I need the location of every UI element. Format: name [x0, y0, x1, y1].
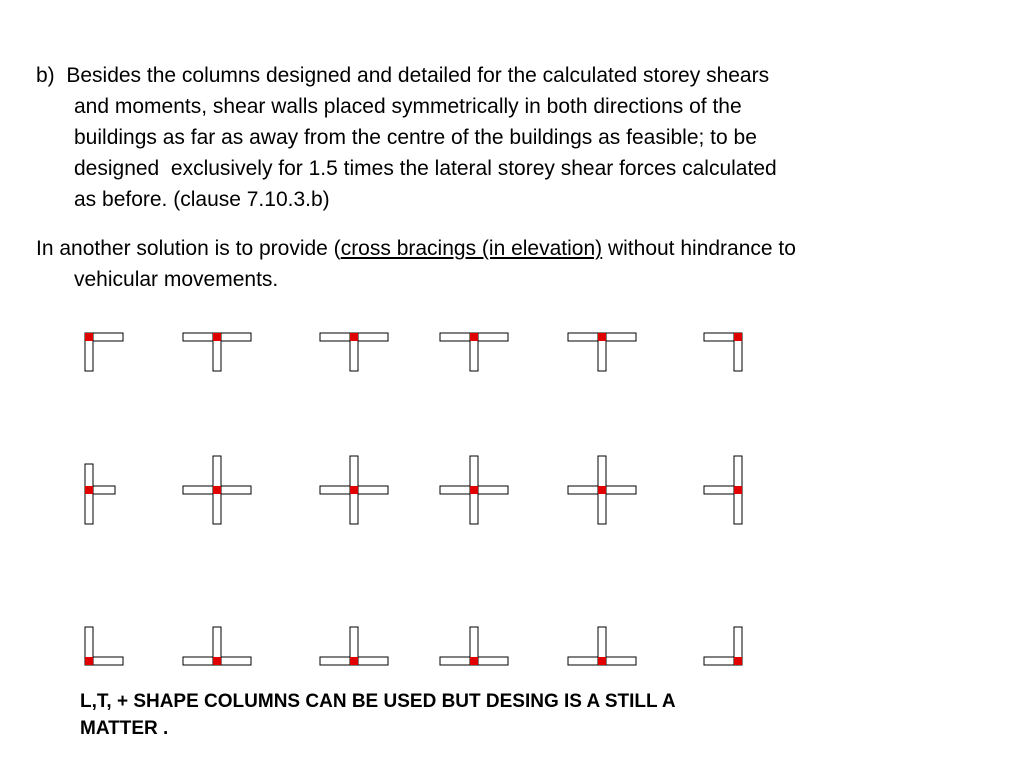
column-shape-cross	[183, 456, 251, 524]
column-junction-marker	[85, 333, 93, 341]
column-junction-marker	[470, 486, 478, 494]
note-line-2: MATTER .	[80, 718, 169, 739]
column-junction-marker	[470, 657, 478, 665]
column-shape-tee-right	[85, 464, 115, 524]
paragraph-1-line-2: and moments, shear walls placed symmetrically in both directions of the	[74, 95, 742, 118]
column-junction-marker	[598, 657, 606, 665]
column-junction-marker	[598, 486, 606, 494]
column-junction-marker	[85, 657, 93, 665]
column-junction-marker	[734, 486, 742, 494]
paragraph-2-text-before: In another solution is to provide (	[36, 237, 341, 260]
note-text	[80, 688, 840, 742]
column-junction-marker	[350, 486, 358, 494]
paragraph-1-line-4: designed exclusively for 1.5 times the lateral storey shear forces calculated	[74, 157, 777, 180]
column-shape-corner-top-left	[85, 333, 123, 371]
column-shape-tee-up	[320, 627, 388, 665]
column-junction-marker	[734, 333, 742, 341]
paragraph-2-line-2: vehicular movements.	[74, 268, 279, 291]
column-shape-cross	[440, 456, 508, 524]
column-shape-tee-up	[568, 627, 636, 665]
paragraph-1-line-5: as before. (clause 7.10.3.b)	[74, 188, 330, 211]
column-shape-tee-down	[320, 333, 388, 371]
column-shape-tee-up	[440, 627, 508, 665]
column-junction-marker	[598, 333, 606, 341]
column-junction-marker	[350, 657, 358, 665]
column-junction-marker	[734, 657, 742, 665]
cross-bracings-link-text: cross bracings (in elevation)	[340, 237, 603, 260]
column-shape-cross	[568, 456, 636, 524]
column-junction-marker	[213, 486, 221, 494]
column-shape-cross	[320, 456, 388, 524]
column-junction-marker	[213, 657, 221, 665]
column-shape-tee-down	[568, 333, 636, 371]
note-line-1: L,T, + SHAPE COLUMNS CAN BE USED BUT DESING IS A STILL A	[80, 691, 676, 712]
column-junction-marker	[85, 486, 93, 494]
column-shape-tee-down	[183, 333, 251, 371]
column-shape-corner-bottom-right	[704, 627, 742, 665]
paragraph-1-line-1: b) Besides the columns designed and detailed for the calculated storey shears	[36, 64, 770, 87]
column-shape-corner-bottom-left	[85, 627, 123, 665]
column-shape-tee-left	[704, 456, 742, 524]
column-shape-tee-up	[183, 627, 251, 665]
column-junction-marker	[213, 333, 221, 341]
paragraph-2-text-after: without hindrance to	[602, 237, 796, 260]
column-shape-tee-down	[440, 333, 508, 371]
paragraph-1-line-3: buildings as far as away from the centre of the buildings as feasible; to be	[74, 126, 757, 149]
column-junction-marker	[350, 333, 358, 341]
column-junction-marker	[470, 333, 478, 341]
column-shape-corner-top-right	[704, 333, 742, 371]
